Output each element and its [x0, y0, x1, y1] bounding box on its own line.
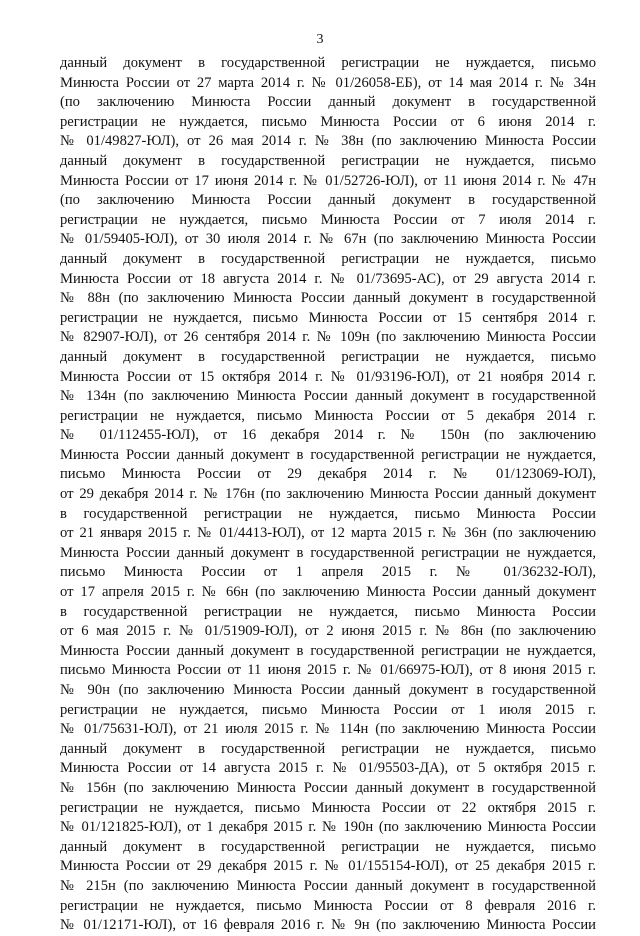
text-line: (по заключению Минюста России данный документ в государственной [60, 192, 596, 209]
text-line: Минюста России от 18 августа 2014 г. № 01/73695-АС), от 29 августа 2014 г. [60, 270, 596, 287]
text-line: № 01/121825-ЮЛ), от 1 декабря 2015 г. № 190н (по заключению Минюста России [60, 819, 596, 836]
text-line: регистрации не нуждается, письмо Минюста России от 1 июля 2015 г. [60, 701, 596, 718]
text-line: данный документ в государственной регистрации не нуждается, письмо [60, 838, 596, 855]
text-line: № 215н (по заключению Минюста России данный документ в государственной [60, 877, 596, 894]
text-line: Минюста России данный документ в государственной регистрации не нуждается, [60, 446, 596, 463]
text-line: письмо Минюста России от 11 июня 2015 г. № 01/66975-ЮЛ), от 8 июня 2015 г. [60, 662, 596, 679]
body-text [60, 54, 596, 936]
text-line: данный документ в государственной регистрации не нуждается, письмо [60, 348, 596, 365]
text-line: от 29 декабря 2014 г. № 176н (по заключению Минюста России данный документ [60, 486, 596, 503]
text-line: письмо Минюста России от 1 апреля 2015 г. № 01/36232-ЮЛ), [60, 564, 596, 581]
text-line: от 17 апреля 2015 г. № 66н (по заключению Минюста России данный документ [60, 584, 596, 601]
text-line: № 01/75631-ЮЛ), от 21 июля 2015 г. № 114н (по заключению Минюста России [60, 721, 596, 738]
text-line: от 21 января 2015 г. № 01/4413-ЮЛ), от 12 марта 2015 г. № 36н (по заключению [60, 525, 596, 542]
text-line: Минюста России от 17 июня 2014 г. № 01/52726-ЮЛ), от 11 июня 2014 г. № 47н [60, 172, 596, 189]
text-line: № 82907-ЮЛ), от 26 сентября 2014 г. № 109н (по заключению Минюста России [60, 329, 596, 346]
text-line: Минюста России от 14 августа 2015 г. № 01/95503-ДА), от 5 октября 2015 г. [60, 760, 596, 777]
text-line: регистрации не нуждается, письмо Минюста России от 22 октября 2015 г. [60, 799, 596, 816]
text-line: регистрации не нуждается, письмо Минюста России от 15 сентября 2014 г. [60, 309, 596, 326]
text-line: регистрации не нуждается, письмо Минюста России от 7 июля 2014 г. [60, 211, 596, 228]
text-line: данный документ в государственной регистрации не нуждается, письмо [60, 55, 596, 71]
text-line: № 01/12171-ЮЛ), от 16 февраля 2016 г. № 9н (по заключению Минюста России [60, 917, 596, 934]
text-line: Минюста России данный документ в государственной регистрации не нуждается, [60, 544, 596, 561]
text-line: данный документ в государственной регистрации не нуждается, письмо [60, 740, 596, 757]
page-number: 3 [316, 32, 324, 47]
text-line: данный документ в государственной регистрации не нуждается, письмо [60, 152, 596, 169]
text-line: Минюста России данный документ в государственной регистрации не нуждается, [60, 642, 596, 659]
text-line: Минюста России от 27 марта 2014 г. № 01/26058-ЕБ), от 14 мая 2014 г. № 34н [60, 74, 596, 91]
text-line: № 01/49827-ЮЛ), от 26 мая 2014 г. № 38н (по заключению Минюста России [60, 133, 596, 150]
text-line: регистрации не нуждается, письмо Минюста России от 8 февраля 2016 г. [60, 897, 596, 914]
text-line: от 6 мая 2015 г. № 01/51909-ЮЛ), от 2 июня 2015 г. № 86н (по заключению [60, 623, 596, 640]
text-line: регистрации не нуждается, письмо Минюста России от 6 июня 2014 г. [60, 113, 596, 130]
text-line: (по заключению Минюста России данный документ в государственной [60, 94, 596, 111]
text-line: письмо Минюста России от 29 декабря 2014 г. № 01/123069-ЮЛ), [60, 466, 596, 483]
text-line: № 88н (по заключению Минюста России данный документ в государственной [60, 290, 596, 307]
text-line: в государственной регистрации не нуждается, письмо Минюста России [60, 505, 596, 522]
text-line: Минюста России от 29 декабря 2015 г. № 01/155154-ЮЛ), от 25 декабря 2015 г. [60, 858, 596, 875]
text-line: регистрации не нуждается, письмо Минюста России от 5 декабря 2014 г. [60, 407, 596, 424]
text-line: № 134н (по заключению Минюста России данный документ в государственной [60, 388, 596, 405]
text-line: № 156н (по заключению Минюста России данный документ в государственной [60, 779, 596, 796]
text-line: № 01/59405-ЮЛ), от 30 июля 2014 г. № 67н (по заключению Минюста России [60, 231, 596, 248]
text-line: данный документ в государственной регистрации не нуждается, письмо [60, 250, 596, 267]
text-line: в государственной регистрации не нуждается, письмо Минюста России [60, 603, 596, 620]
text-line: № 90н (по заключению Минюста России данный документ в государственной [60, 682, 596, 698]
text-line: Минюста России от 15 октября 2014 г. № 01/93196-ЮЛ), от 21 ноября 2014 г. [60, 368, 596, 385]
text-line: № 01/112455-ЮЛ), от 16 декабря 2014 г. № 150н (по заключению [60, 427, 596, 444]
